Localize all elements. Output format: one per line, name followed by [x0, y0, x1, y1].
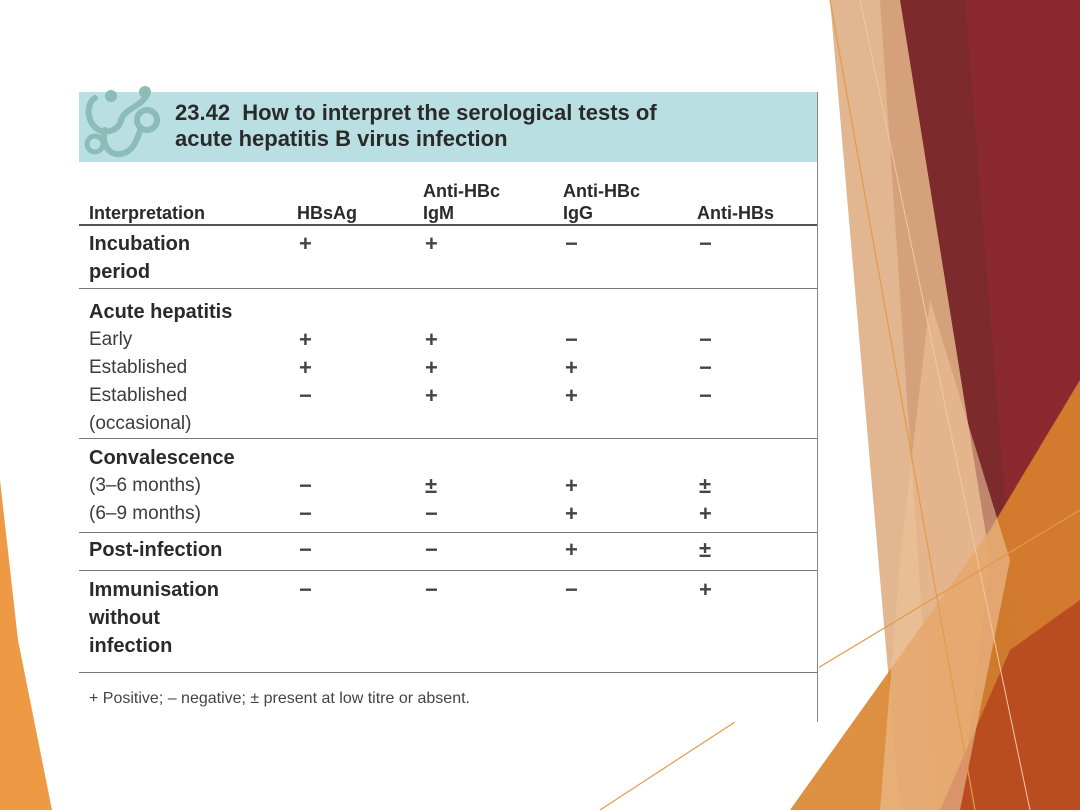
result-cell: −: [299, 501, 312, 526]
table-title-band: [79, 92, 817, 162]
result-cell: −: [425, 577, 438, 602]
result-cell: ±: [699, 473, 712, 498]
result-cell: +: [425, 383, 438, 408]
table-title-line2: acute hepatitis B virus infection: [175, 126, 508, 151]
decor-line: [600, 722, 735, 810]
result-cell: −: [699, 327, 712, 352]
result-cell: +: [425, 327, 438, 352]
row-label: Immunisation without infection: [89, 579, 220, 657]
group-divider: [79, 288, 817, 289]
row-label: Post-infection: [89, 539, 223, 561]
result-cell: +: [565, 473, 578, 498]
result-cell: −: [565, 327, 578, 352]
result-cell: +: [425, 355, 438, 380]
decor-left-orange-facet: [0, 480, 52, 810]
column-header: Interpretation: [89, 203, 206, 223]
result-cell: +: [699, 577, 712, 602]
table-title: [175, 100, 805, 152]
group-divider: [79, 438, 817, 439]
result-cell: +: [565, 537, 578, 562]
result-cell: +: [299, 355, 312, 380]
group-divider: [79, 532, 817, 533]
column-header: Anti-HBc IgG: [563, 181, 640, 223]
group-divider: [79, 570, 817, 571]
result-cell: −: [299, 383, 312, 408]
group-heading: Acute hepatitis: [89, 301, 233, 323]
table-footnote: + Positive; – negative; ± present at low titre or absent.: [89, 690, 470, 707]
group-divider: [79, 672, 817, 673]
result-cell: −: [299, 473, 312, 498]
result-cell: ±: [699, 537, 712, 562]
result-cell: −: [425, 501, 438, 526]
group-heading: Convalescence: [89, 447, 235, 469]
table-right-rule: [817, 92, 818, 722]
result-cell: +: [425, 231, 438, 256]
row-label: (3–6 months): [89, 475, 201, 496]
result-cell: −: [565, 577, 578, 602]
result-cell: ±: [425, 473, 438, 498]
result-cell: −: [425, 537, 438, 562]
result-cell: +: [565, 501, 578, 526]
result-cell: +: [565, 355, 578, 380]
result-cell: +: [565, 383, 578, 408]
result-cell: −: [299, 537, 312, 562]
result-cell: +: [699, 501, 712, 526]
row-label: Established: [89, 357, 188, 378]
result-cell: +: [299, 231, 312, 256]
stethoscope-icon: [81, 78, 163, 164]
result-cell: −: [299, 577, 312, 602]
column-header: Anti-HBc IgM: [423, 181, 500, 223]
result-cell: −: [565, 231, 578, 256]
result-cell: +: [299, 327, 312, 352]
header-divider: [79, 224, 817, 226]
serology-table: [79, 92, 819, 722]
row-label: Early: [89, 329, 133, 350]
column-header: Anti-HBs: [697, 203, 774, 223]
result-cell: −: [699, 355, 712, 380]
row-label: Established (occasional): [89, 385, 192, 434]
result-cell: −: [699, 231, 712, 256]
row-label: (6–9 months): [89, 503, 201, 524]
row-label: Incubation period: [89, 233, 191, 283]
result-cell: −: [699, 383, 712, 408]
table-title-line1: 23.42 How to interpret the serological tests of: [175, 100, 657, 125]
column-header: HBsAg: [297, 203, 358, 223]
